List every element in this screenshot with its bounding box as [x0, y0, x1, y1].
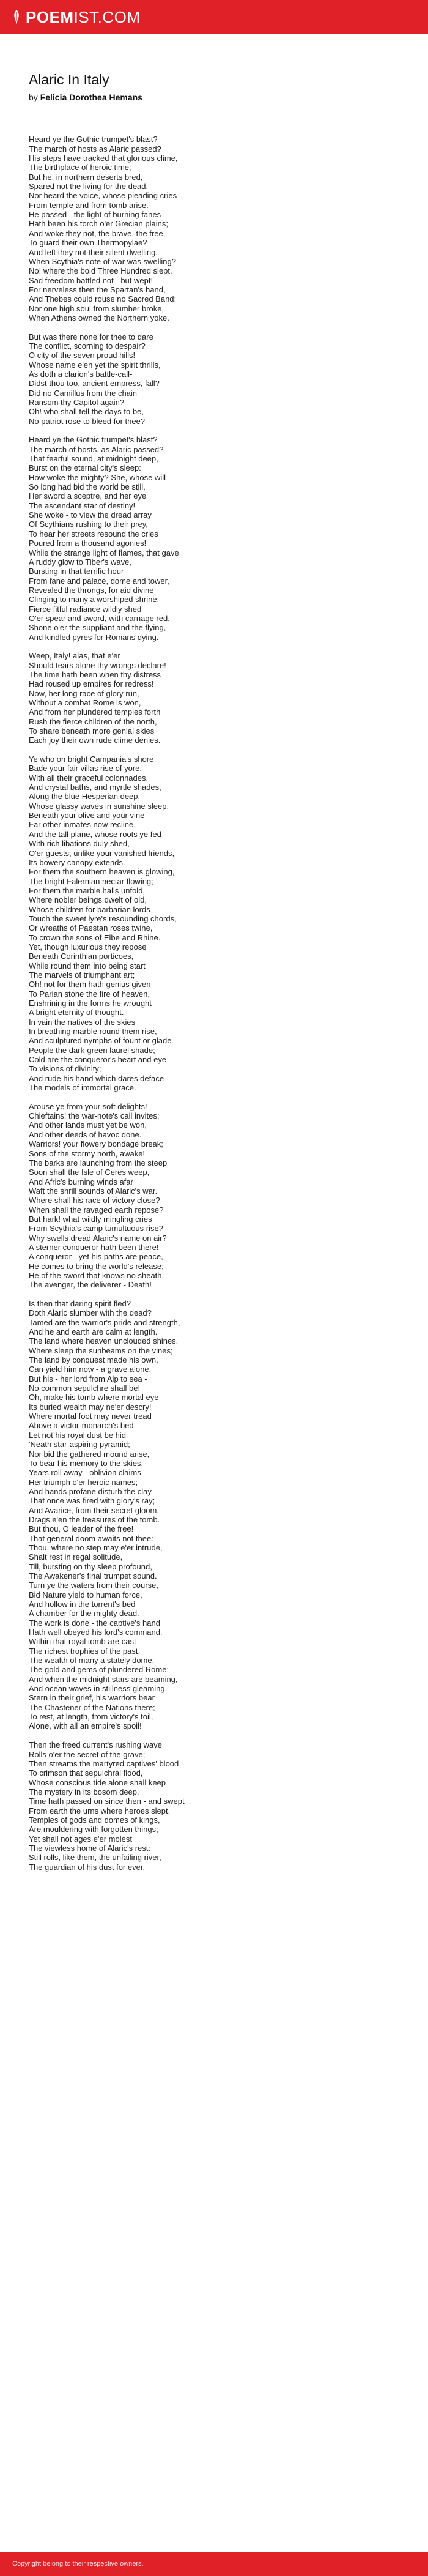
poem-stanza: [29, 332, 408, 426]
poem-stanza: [29, 651, 408, 745]
poem-line: And he and earth are calm at length.: [29, 1327, 158, 1337]
poem-line: And the tall plane, whose roots ye fed: [29, 829, 161, 839]
poem-line: A ruddy glow to Tiber's wave,: [29, 557, 131, 567]
poem-line: Where mortal foot may never tread: [29, 1412, 152, 1421]
poem-line: And ocean waves in stillness gleaming,: [29, 1684, 168, 1694]
poem-line: Whose children for barbarian lords: [29, 904, 150, 914]
poem-line: The gold and gems of plundered Rome;: [29, 1665, 169, 1675]
poem-line: People the dark-green laurel shade;: [29, 1045, 155, 1055]
poem-line: With all their graceful colonnades,: [29, 773, 149, 783]
poem-line: He passed - the light of burning fanes: [29, 210, 161, 220]
poem-line: And when the midnight stars are beaming,: [29, 1674, 178, 1684]
poem-line: Touch the sweet lyre's resounding chords,: [29, 914, 177, 923]
poem-line: Tamed are the warrior's pride and strength,: [29, 1317, 180, 1327]
poem-line: Along the blue Hesperian deep,: [29, 792, 141, 802]
poem-line: Clinging to many a worshiped shrine:: [29, 595, 160, 605]
poem-line: O city of the seven proud hills!: [29, 351, 136, 360]
poem-line: While round them into being start: [29, 961, 146, 970]
poem-line: Shalt rest in regal solitude,: [29, 1552, 123, 1562]
poem-line: When shall the ravaged earth repose?: [29, 1205, 164, 1215]
poem-line: Revealed the throngs, for aid divine: [29, 585, 154, 595]
poem-stanza: [29, 1740, 408, 1872]
poem-line: Yet, though luxurious they repose: [29, 942, 147, 951]
poem-line: Nor heard the voice, whose pleading cries: [29, 191, 177, 201]
poem-line: Heard ye the Gothic trumpet's blast?: [29, 135, 158, 144]
poem-line: From Scythia's camp tumultuous rise?: [29, 1224, 163, 1234]
poem-line: Within that royal tomb are cast: [29, 1637, 136, 1647]
poem-title: Alaric In Italy: [29, 72, 109, 87]
poem-line: While the strange light of flames, that gave: [29, 548, 179, 557]
poem-line: His steps have tracked that glorious clime,: [29, 154, 178, 163]
poem-line: Now, her long race of glory run,: [29, 688, 139, 698]
poem-line: To bear his memory to the skies.: [29, 1458, 144, 1468]
poem-line: Beneath Corinthian porticoes,: [29, 951, 134, 961]
poem-line: And Afric's burning winds afar: [29, 1177, 133, 1186]
poem-line: The barks are launching from the steep: [29, 1158, 168, 1167]
poem-line: Warriors! your flowery bondage break;: [29, 1139, 163, 1149]
site-logo[interactable]: [12, 9, 141, 25]
poem-line: Hath well obeyed his lord's command.: [29, 1628, 163, 1637]
poem-line: The birthplace of heroic time;: [29, 163, 131, 173]
poem-line: Stern in their grief, his warriors bear: [29, 1693, 155, 1703]
poem-line: Soon shall the Isle of Ceres weep,: [29, 1167, 150, 1177]
poem-line: Bid Nature yield to human force,: [29, 1590, 142, 1599]
poem-line: Drags e'en the treasures of the tomb.: [29, 1514, 160, 1524]
poem-line: O'er spear and sword, with carnage red,: [29, 613, 170, 623]
poem-line: Her sword a sceptre, and her eye: [29, 491, 147, 501]
poem-line: Oh! who shall tell the days to be,: [29, 407, 144, 417]
poem-line: And Avarice, from their secret gloom,: [29, 1505, 159, 1515]
poem-line: Still rolls, like them, the unfailing river,: [29, 1853, 161, 1863]
poem-line: To hear her streets resound the cries: [29, 529, 158, 538]
poem-line: Bade your fair villas rise of yore,: [29, 764, 142, 773]
poem-line: Let not his royal dust be hid: [29, 1430, 126, 1440]
poem-line: From temple and from tomb arise.: [29, 200, 149, 210]
poem-line: Turn ye the waters from their course,: [29, 1580, 158, 1590]
poem-line: Weep, Italy! alas, that e'er: [29, 651, 120, 661]
poem-line: Fierce fitful radiance wildly shed: [29, 604, 142, 614]
poem-line: To Parian stone the fire of heaven,: [29, 989, 150, 999]
poem-line: Time hath passed on since then - and swept: [29, 1796, 185, 1806]
poem-line: Arouse ye from your soft delights!: [29, 1101, 147, 1111]
poem-line: And rude his hand which dares deface: [29, 1073, 164, 1083]
poem-line: Where nobler beings dwelt of old,: [29, 895, 147, 905]
poem-line: That once was fired with glory's ray;: [29, 1496, 155, 1506]
poem-line: A bright eternity of thought.: [29, 1008, 124, 1018]
poem-line: Above a victor-monarch's bed.: [29, 1421, 136, 1431]
poem-stanza: [29, 1299, 408, 1731]
poem-line: Shone o'er the suppliant and the flying,: [29, 623, 166, 633]
poem-line: Of Scythians rushing to their prey,: [29, 519, 148, 529]
poem-line: Beneath your olive and your vine: [29, 811, 145, 821]
poem-line: Its bowery canopy extends.: [29, 857, 125, 867]
site-footer: [0, 2552, 428, 2576]
poem-line: With rich libations duly shed,: [29, 839, 130, 849]
poem-line: Enshrining in the forms he wrought: [29, 999, 152, 1008]
poem-line: Or wreaths of Paestan roses twine,: [29, 923, 153, 933]
poem-line: The land by conquest made his own,: [29, 1355, 158, 1365]
poem-line: To visions of divinity;: [29, 1064, 101, 1074]
poem-line: To rest, at length, from victory's toil,: [29, 1712, 153, 1722]
logo-wordmark-bold: POEM: [26, 8, 74, 26]
poem-line: In breathing marble round them rise,: [29, 1027, 157, 1037]
poem-line: To crown the sons of Elbe and Rhine.: [29, 932, 161, 942]
poem-line: That fearful sound, at midnight deep,: [29, 454, 158, 464]
poem-line: Far other inmates now recline,: [29, 820, 136, 830]
poem-line: Should tears alone thy wrongs declare!: [29, 660, 166, 670]
poem-line: Thou, where no step may e'er intrude,: [29, 1543, 163, 1552]
poem-line: The mystery in its bosom deep.: [29, 1787, 139, 1796]
poem-line: As doth a clarion's battle-call-: [29, 369, 133, 379]
poem-line: Then streams the martyred captives' blood: [29, 1759, 179, 1768]
poem-stanza: [29, 754, 408, 1092]
poem-line: Oh! not for them hath genius given: [29, 980, 151, 989]
site-header: [0, 0, 428, 34]
poem-line: Yet shall not ages e'er molest: [29, 1834, 132, 1844]
poem-line: The Chastener of the Nations there;: [29, 1702, 155, 1712]
poem-line: And sculptured nymphs of fount or glade: [29, 1036, 172, 1046]
poem-line: Why swells dread Alaric's name on air?: [29, 1233, 167, 1243]
quill-pen-icon: [12, 9, 21, 25]
poem-line: For them the southern heaven is glowing,: [29, 867, 175, 877]
poem-line: And other lands must yet be won,: [29, 1120, 147, 1130]
poem-line: Cold are the conqueror's heart and eye: [29, 1055, 167, 1065]
poem-line: Its buried wealth may ne'er descry!: [29, 1402, 152, 1412]
poem-line: But his - her lord from Alp to sea -: [29, 1374, 147, 1383]
poem-line: But was there none for thee to dare: [29, 332, 153, 341]
poem-content: [29, 72, 408, 1881]
poem-line: Nor bid the gathered mound arise,: [29, 1449, 150, 1459]
copyright-notice: Copyright belong to their respective owners.: [12, 2560, 144, 2567]
poem-line: And Thebes could rouse no Sacred Band;: [29, 294, 177, 304]
poem-line: Till, bursting on thy sleep profound,: [29, 1562, 152, 1571]
poem-line: And hollow in the torrent's bed: [29, 1599, 136, 1609]
poem-line: The march of hosts as Alaric passed?: [29, 144, 161, 154]
poem-line: Can yield him now - a grave alone.: [29, 1364, 152, 1374]
poem-body: [29, 135, 408, 1872]
poem-line: The richest trophies of the past,: [29, 1646, 141, 1656]
poem-line: No! where the bold Three Hundred slept,: [29, 266, 172, 276]
poem-line: The conflict, scorning to despair?: [29, 341, 146, 351]
poem-line: Heard ye the Gothic trumpet's blast?: [29, 435, 158, 445]
poem-line: Without a combat Rome is won,: [29, 698, 141, 708]
author-link[interactable]: Felicia Dorothea Hemans: [40, 92, 142, 102]
poem-line: Rush the fierce children of the north,: [29, 717, 157, 726]
logo-wordmark-light: IST.COM: [73, 8, 141, 26]
poem-line: He comes to bring the world's release;: [29, 1261, 164, 1271]
poem-line: Spared not the living for the dead,: [29, 182, 149, 192]
poem-line: O'er guests, unlike your vanished friends,: [29, 848, 175, 858]
poem-line: Each joy their own rude clime denies.: [29, 735, 161, 745]
poem-line: Whose conscious tide alone shall keep: [29, 1778, 166, 1787]
poem-line: Sad freedom battled not - but wept!: [29, 275, 153, 285]
poem-byline: [29, 92, 408, 103]
poem-line: To share beneath more genial skies: [29, 726, 155, 736]
poem-line: Alone, with all an empire's spoil!: [29, 1721, 142, 1731]
poem-line: Poured from a thousand agonies!: [29, 538, 147, 548]
poem-line: Ransom thy Capitol again?: [29, 398, 125, 408]
poem-line: The work is done - the captive's hand: [29, 1618, 160, 1628]
poem-line: And kindled pyres for Romans dying.: [29, 632, 159, 642]
poem-line: Rolls o'er the secret of the grave;: [29, 1749, 146, 1759]
poem-line: Whose glassy waves in sunshine sleep;: [29, 801, 169, 811]
poem-line: The viewless home of Alaric's rest:: [29, 1843, 150, 1853]
poem-line: Did no Camillus from the chain: [29, 388, 138, 398]
poem-line: The march of hosts, as Alaric passed?: [29, 444, 164, 454]
poem-line: A sterner conqueror hath been there!: [29, 1242, 159, 1252]
poem-line: Whose name e'en yet the spirit thrills,: [29, 360, 161, 370]
poem-line: He of the sword that knows no sheath,: [29, 1270, 164, 1280]
poem-line: Where sleep the sunbeams on the vines;: [29, 1346, 173, 1355]
poem-line: Years roll away - oblivion claims: [29, 1468, 141, 1478]
poem-line: But thou, O leader of the free!: [29, 1524, 134, 1534]
logo-wordmark: [26, 9, 141, 25]
poem-line: And from her plundered temples forth: [29, 707, 161, 717]
poem-line: To crimson that sepulchral flood,: [29, 1768, 143, 1778]
poem-line: Her triumph o'er heroic names;: [29, 1477, 138, 1487]
poem-line: The bright Falernian nectar flowing;: [29, 876, 153, 886]
poem-line: The wealth of many a stately dome,: [29, 1656, 155, 1666]
poem-line: Oh, make his tomb where mortal eye: [29, 1393, 159, 1402]
poem-line: And other deeds of havoc done.: [29, 1130, 142, 1139]
poem-line: And crystal baths, and myrtle shades,: [29, 783, 161, 792]
poem-line: The avenger, the deliverer - Death!: [29, 1280, 152, 1290]
poem-line: Are mouldering with forgotten things;: [29, 1825, 158, 1834]
poem-line: Then the freed current's rushing wave: [29, 1740, 162, 1750]
poem-line: Had roused up empires for redress!: [29, 679, 154, 689]
poem-line: A chamber for the mighty dead.: [29, 1609, 139, 1618]
poem-line: From fane and palace, dome and tower,: [29, 576, 169, 586]
poem-line: And hands profane disturb the clay: [29, 1486, 152, 1496]
poem-line: Chieftains! the war-note's call invites;: [29, 1111, 160, 1121]
poem-line: Waft the shrill sounds of Alaric's war.: [29, 1186, 158, 1196]
poem-line: Burst on the eternal city's sleep:: [29, 463, 141, 473]
poem-line: When Scythia's note of war was swelling?: [29, 256, 176, 266]
poem-line: But he, in northern deserts bred,: [29, 172, 143, 182]
poem-line: A conqueror - yet his paths are peace,: [29, 1252, 163, 1262]
poem-line: The guardian of his dust for ever.: [29, 1862, 146, 1872]
poem-line: The time hath been when thy distress: [29, 669, 161, 679]
poem-line: She woke - to view the dread array: [29, 510, 152, 520]
poem-line: For them the marble halls unfold,: [29, 885, 146, 895]
poem-line: The marvels of triumphant art;: [29, 970, 135, 980]
poem-line: Bursting in that terrific hour: [29, 567, 124, 576]
poem-line: Didst thou too, ancient empress, fall?: [29, 379, 160, 389]
poem-stanza: [29, 1102, 408, 1290]
poem-line: Temples of gods and domes of kings,: [29, 1815, 160, 1825]
poem-line: From earth the urns where heroes slept.: [29, 1806, 171, 1815]
poem-line: So long had bid the world be still,: [29, 482, 146, 492]
poem-line: And woke they not, the brave, the free,: [29, 228, 166, 238]
poem-line: The Awakener's final trumpet sound.: [29, 1571, 157, 1580]
poem-line: The ascendant star of destiny!: [29, 501, 136, 510]
poem-line: Sons of the stormy north, awake!: [29, 1148, 146, 1158]
poem-line: No patriot rose to bleed for thee?: [29, 416, 146, 426]
poem-line: For nerveless then the Spartan's hand,: [29, 285, 166, 294]
poem-line: The models of immortal grace.: [29, 1083, 136, 1093]
poem-line: Ye who on bright Campania's shore: [29, 754, 154, 764]
poem-stanza: [29, 435, 408, 642]
poem-line: Where shall his race of victory close?: [29, 1196, 160, 1205]
poem-line: But hark! what wildly mingling cries: [29, 1214, 152, 1224]
poem-line: Hath been his torch o'er Grecian plains;: [29, 219, 168, 229]
poem-line: No common sepulchre shall be!: [29, 1383, 141, 1393]
poem-line: Is then that daring spirit fled?: [29, 1299, 131, 1309]
byline-prefix: by: [29, 92, 38, 102]
poem-line: Doth Alaric slumber with the dead?: [29, 1308, 152, 1318]
poem-line: To guard their own Thermopylae?: [29, 238, 147, 248]
poem-stanza: [29, 135, 408, 322]
poem-line: Nor one high soul from slumber broke,: [29, 303, 164, 313]
poem-line: 'Neath star-aspiring pyramid;: [29, 1440, 130, 1450]
poem-line: How woke the mighty? She, whose will: [29, 472, 166, 482]
poem-line: When Athens owned the Northern yoke.: [29, 313, 169, 322]
poem-line: That general doom awaits not thee:: [29, 1533, 153, 1543]
poem-line: In vain the natives of the skies: [29, 1017, 136, 1027]
poem-line: The land where heaven unclouded shines,: [29, 1336, 179, 1346]
poem-line: And left they not their silent dwelling,: [29, 247, 158, 257]
